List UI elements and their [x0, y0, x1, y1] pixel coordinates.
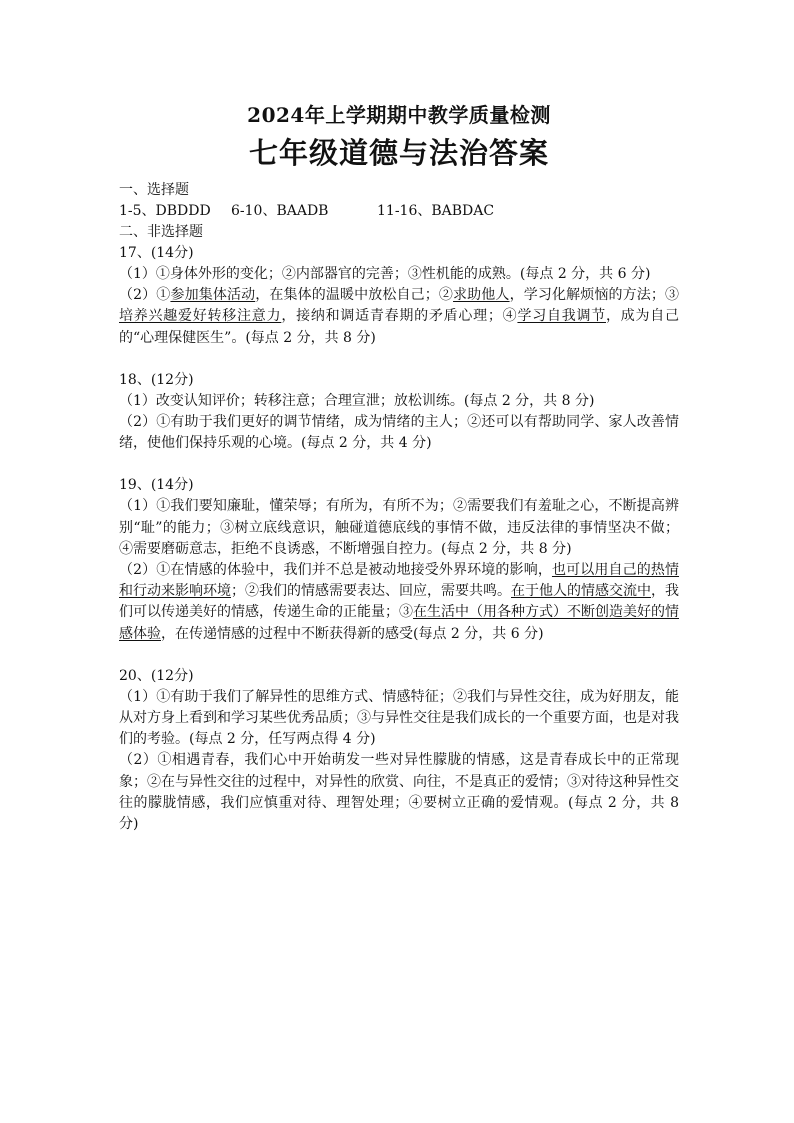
spacer	[119, 349, 679, 370]
question-17-heading: 17、(14分)	[119, 245, 194, 261]
underlined-key-point: 求助他人	[453, 287, 510, 304]
answer-text: ，学习化解烦恼的方法；③	[509, 287, 680, 304]
choice-answers	[119, 201, 679, 222]
document-title: 七年级道德与法治答案	[248, 136, 549, 170]
question-18-part-2: （2）①有助于我们更好的调节情绪，成为情绪的主人；②还可以有帮助同学、家人改善情绪，使他们保持乐观的心境。(每点 2 分，共 4 分)	[119, 414, 679, 452]
answer-text: ，在集体的温暖中放松自己；②	[255, 287, 454, 304]
question-18-part-1: （1）改变认知评价；转移注意；合理宣泄；放松训练。(每点 2 分，共 8 分)	[119, 392, 595, 409]
question-17-part-2	[119, 285, 679, 349]
answer-text: （2）①	[119, 287, 171, 304]
exam-title: 2024年上学期期中教学质量检测	[247, 103, 551, 127]
choice-answer-group: 6-10、BAADB	[231, 203, 329, 219]
spacer	[119, 645, 679, 666]
question-19-heading: 19、(14分)	[119, 477, 194, 494]
answer-text: ，接纳和调适青春期的矛盾心理；④	[281, 308, 518, 325]
choice-answer-group: 11-16、BABDAC	[377, 203, 495, 219]
answer-text: ；②我们的情感需要表达、回应，需要共鸣。	[231, 583, 511, 600]
spacer	[119, 454, 679, 475]
underlined-key-point: 培养兴趣爱好转移注意力	[119, 308, 282, 325]
question-20-part-1: （1）①有助于我们了解异性的思维方式、情感特征；②我们与异性交往，成为好朋友，能从对方身上看到和学习某些优秀品质；③与异性交往是我们成长的一个重要方面，也是对我们的考验。(每点 2 分，任写两点得 4 分)	[119, 688, 679, 748]
section-heading-nonchoice: 二、非选择题	[119, 224, 203, 240]
underlined-key-point: 也可以用自己的热情和行动来影响环境	[119, 562, 680, 600]
answer-text: ，成为自己的“心理保健医生”。(每点 2 分，共 8 分)	[119, 308, 680, 346]
section-heading-choice: 一、选择题	[119, 182, 189, 198]
question-19-part-1: （1）①我们要知廉耻，懂荣辱；有所为，有所不为；②需要我们有羞耻之心，不断提高辨别“耻”的能力；③树立底线意识，触碰道德底线的事情不做，违反法律的事情坚决不做；④需要磨砺意志，拒绝不良诱惑，不断增强自控力。(每点 2 分，共 8 分)	[119, 498, 679, 557]
underlined-key-point: 在于他人的情感交流中	[511, 583, 651, 600]
underlined-key-point: 在生活中（用各种方式）不断创造美好的情感体验	[119, 604, 679, 642]
question-17-part-1: （1）①身体外形的变化；②内部器官的完善；③性机能的成熟。(每点 2 分，共 6 分)	[119, 266, 651, 282]
question-20-heading: 20、(12分)	[119, 667, 194, 684]
question-18-heading: 18、(12分)	[119, 371, 194, 388]
question-19-part-2	[119, 560, 679, 645]
answer-text: ，在传递情感的过程中不断获得新的感受(每点 2 分，共 6 分)	[161, 625, 544, 642]
underlined-key-point: 学习自我调节	[517, 308, 606, 325]
underlined-key-point: 参加集体活动	[170, 287, 256, 304]
answer-text: （2）①在情感的体验中，我们并不总是被动地接受外界环境的影响，	[119, 562, 552, 579]
question-20-part-2: （2）①相遇青春，我们心中开始萌发一些对异性朦胧的情感，这是青春成长中的正常现象；②在与异性交往的过程中，对异性的欣赏、向往，不是真正的爱情；③对待这种异性交往的朦胧情感，我们应慎重对待、理智处理；④要树立正确的爱情观。(每点 2 分，共 8 分)	[119, 752, 679, 833]
answer-sheet	[119, 100, 679, 835]
choice-answer-group: 1-5、DBDDD	[119, 203, 211, 219]
answer-text: ，我们可以传递美好的情感，传递生命的正能量；③	[119, 583, 679, 621]
